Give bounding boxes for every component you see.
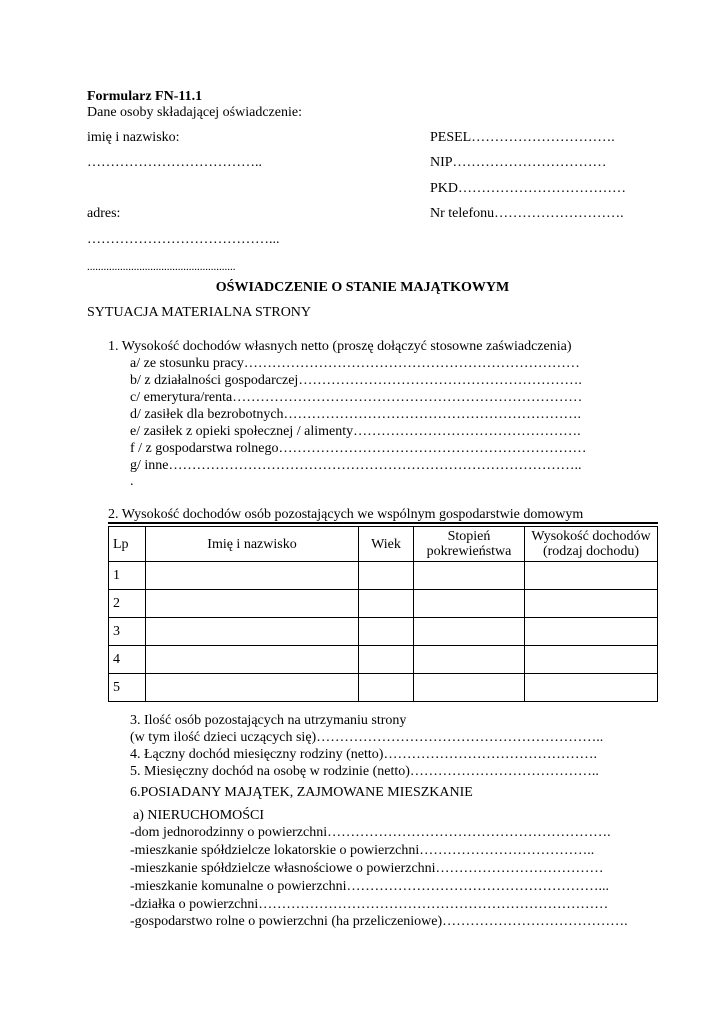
- income-item[interactable]: e/ zasiłek z opieki społecznej / alimenty………………………………………….: [130, 424, 581, 439]
- cell-name[interactable]: [146, 618, 359, 646]
- col-header-relation: Stopień pokrewieństwa: [414, 527, 525, 562]
- cell-name[interactable]: [146, 646, 359, 674]
- property-item[interactable]: -dom jednorodzinny o powierzchni…………………………………………………….: [130, 825, 611, 840]
- cell-age[interactable]: [359, 590, 414, 618]
- cell-age[interactable]: [359, 618, 414, 646]
- table-row: [109, 646, 658, 674]
- pesel-field[interactable]: PESEL………………………….: [430, 130, 615, 145]
- cell-relation[interactable]: [414, 590, 525, 618]
- table-header-row: [109, 527, 658, 562]
- real-estate-heading: a) NIERUCHOMOŚCI: [133, 808, 265, 823]
- cell-name[interactable]: [146, 590, 359, 618]
- cell-age[interactable]: [359, 562, 414, 590]
- cell-income[interactable]: [525, 646, 658, 674]
- property-item[interactable]: -mieszkanie komunalne o powierzchni………………………………………………...: [130, 879, 610, 894]
- children-count-field[interactable]: (w tym ilość dzieci uczących się)……………………………………………………..: [130, 730, 604, 745]
- cell-age[interactable]: [359, 674, 414, 702]
- address-field-line-1[interactable]: …………………………………...: [87, 232, 280, 247]
- row-number: 5: [109, 674, 146, 702]
- phone-field[interactable]: Nr telefonu……………………….: [430, 206, 624, 221]
- table-top-rule: [108, 522, 658, 524]
- cell-relation[interactable]: [414, 646, 525, 674]
- cell-income[interactable]: [525, 590, 658, 618]
- income-heading: 1. Wysokość dochodów własnych netto (proszę dołączyć stosowne zaświadczenia): [108, 339, 572, 354]
- household-table: [108, 526, 658, 702]
- col-header-age: Wiek: [359, 527, 414, 562]
- form-id: Formularz FN-11.1: [87, 89, 203, 104]
- name-label: imię i nazwisko:: [87, 130, 180, 145]
- address-label: adres:: [87, 206, 121, 221]
- income-item[interactable]: g/ inne……………………………………………………………………………..: [130, 458, 582, 473]
- cell-relation[interactable]: [414, 674, 525, 702]
- table-row: [109, 562, 658, 590]
- col-header-income: Wysokość dochodów (rodzaj dochodu): [525, 527, 658, 562]
- col-header-name: Imię i nazwisko: [146, 527, 359, 562]
- per-person-income-field[interactable]: 5. Miesięczny dochód na osobę w rodzinie (netto)…………………………………..: [130, 764, 599, 779]
- table-row: [109, 618, 658, 646]
- property-item[interactable]: -gospodarstwo rolne o powierzchni (ha przeliczeniowe)………………………………….: [130, 914, 628, 929]
- family-income-field[interactable]: 4. Łączny dochód miesięczny rodziny (netto)……………………………………….: [130, 747, 597, 762]
- cell-age[interactable]: [359, 646, 414, 674]
- income-item[interactable]: d/ zasiłek dla bezrobotnych……………………………………………………….: [130, 407, 582, 422]
- income-item[interactable]: c/ emerytura/renta…………………………………………………………………: [130, 390, 583, 405]
- row-number: 1: [109, 562, 146, 590]
- address-field-line-2[interactable]: ......................................................: [87, 261, 236, 273]
- table-row: [109, 590, 658, 618]
- cell-relation[interactable]: [414, 618, 525, 646]
- name-field[interactable]: ………………………………..: [87, 155, 262, 170]
- row-number: 4: [109, 646, 146, 674]
- row-number: 3: [109, 618, 146, 646]
- nip-field[interactable]: NIP……………………………: [430, 155, 607, 170]
- cell-relation[interactable]: [414, 562, 525, 590]
- col-header-lp: Lp: [109, 527, 146, 562]
- cell-name[interactable]: [146, 674, 359, 702]
- income-item[interactable]: a/ ze stosunku pracy………………………………………………………………: [130, 356, 580, 371]
- assets-heading: 6.POSIADANY MAJĄTEK, ZAJMOWANE MIESZKANIE: [130, 785, 473, 800]
- property-item[interactable]: -działka o powierzchni…………………………………………………………………: [130, 897, 609, 912]
- income-item: .: [130, 474, 134, 489]
- cell-income[interactable]: [525, 674, 658, 702]
- income-item[interactable]: b/ z działalności gospodarczej…………………………………………………….: [130, 373, 582, 388]
- cell-income[interactable]: [525, 562, 658, 590]
- form-subtitle: Dane osoby składającej oświadczenie:: [87, 105, 302, 120]
- section-title: SYTUACJA MATERIALNA STRONY: [87, 305, 312, 320]
- document-title: OŚWIADCZENIE O STANIE MAJĄTKOWYM: [215, 280, 510, 295]
- cell-name[interactable]: [146, 562, 359, 590]
- property-item[interactable]: -mieszkanie spółdzielcze lokatorskie o powierzchni………………………………..: [130, 843, 595, 858]
- property-item[interactable]: -mieszkanie spółdzielcze własnościowe o powierzchni………………………………: [130, 861, 604, 876]
- cell-income[interactable]: [525, 618, 658, 646]
- dependents-count: 3. Ilość osób pozostających na utrzymaniu strony: [130, 713, 407, 728]
- table-row: [109, 674, 658, 702]
- income-item[interactable]: f / z gospodarstwa rolnego…………………………………………………………: [130, 441, 587, 456]
- household-heading: 2. Wysokość dochodów osób pozostających we wspólnym gospodarstwie domowym: [108, 507, 584, 522]
- row-number: 2: [109, 590, 146, 618]
- pkd-field[interactable]: PKD………………………………: [430, 181, 627, 196]
